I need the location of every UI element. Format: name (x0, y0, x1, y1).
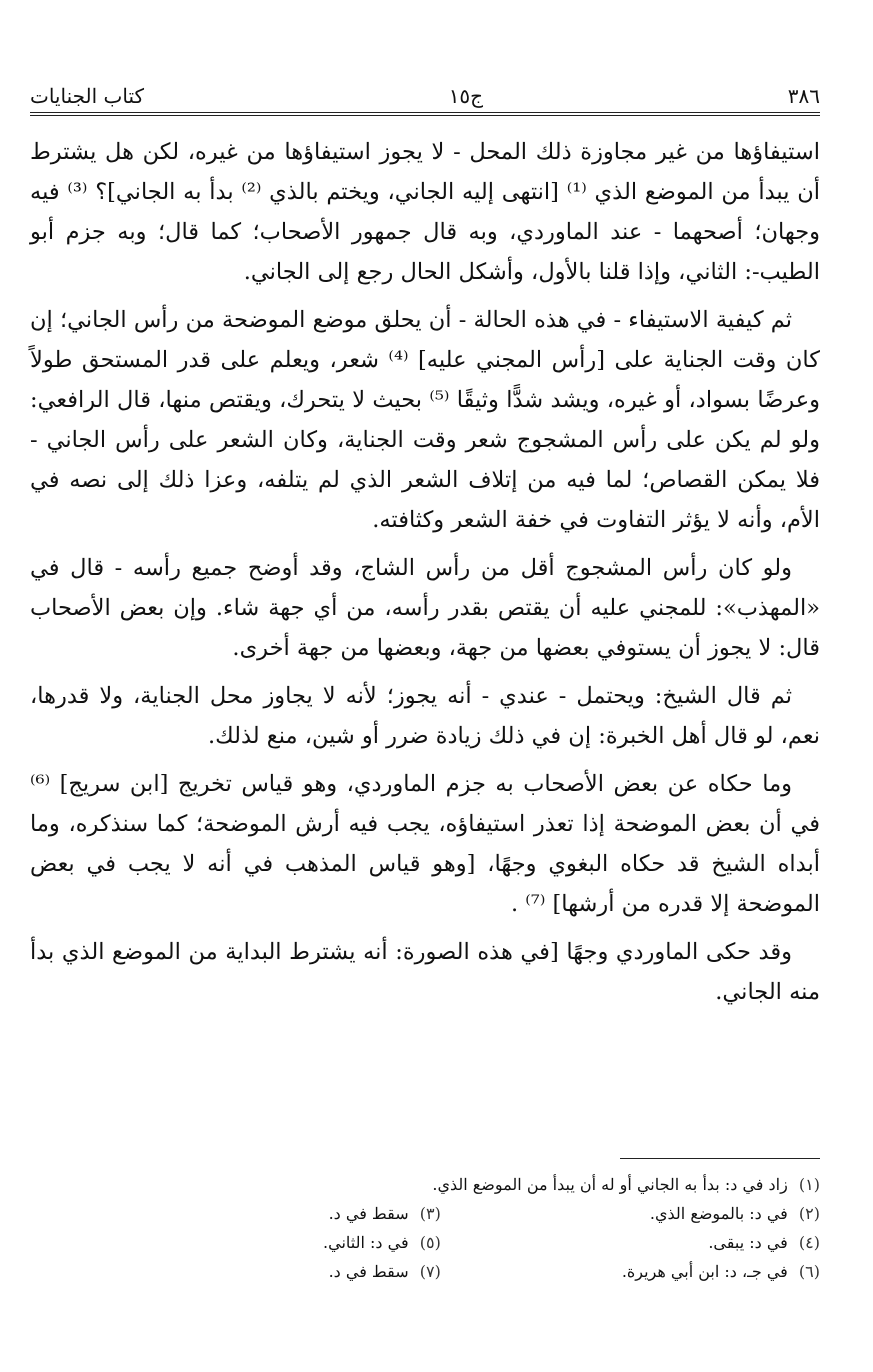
footnote-row (30, 1228, 820, 1257)
footnote-number: (١) (798, 1175, 820, 1194)
paragraph: استيفاؤها من غير مجاوزة ذلك المحل - لا يجوز استيفاؤها من غيره، لكن هل يشترط أن يبدأ من الموضع الذي ⁽¹⁾ [انتهى إليه الجاني، ويختم بالذي ⁽²⁾ بدأ به الجاني]؟ ⁽³⁾ فيه وجهان؛ أصحهما - عند الماوردي، وبه قال جمهور الأصحاب؛ كما قال؛ وبه جزم أبو الطيب-: الثاني، وإذا قلنا بالأول، وأشكل الحال رجع إلى الجاني. (30, 139, 820, 285)
paragraph: ثم كيفية الاستيفاء - في هذه الحالة - أن يحلق موضع الموضحة من رأس الجاني؛ إن كان وقت الجناية على [رأس المجني عليه] ⁽⁴⁾ شعر، ويعلم على قدر المستحق طولاً وعرضًا بسواد، أو غيره، ويشد شدًّا وثيقًا ⁽⁵⁾ بحيث لا يتحرك، ويقتص منها، قال الرافعي: ولو لم يكن على رأس المشجوج شعر وقت الجناية، وكان الشعر على رأس الجاني - فلا يمكن القصاص؛ لما فيه من إتلاف الشعر الذي لم يتلفه، وعزا ذلك إلى نصه في الأم، وأنه لا يؤثر التفاوت في خفة الشعر وكثافته. (30, 307, 821, 533)
footnote-number: (٦) (798, 1262, 820, 1281)
footnote-number: (٢) (798, 1204, 820, 1223)
footnote-item (62, 1199, 441, 1228)
footnote-number: (٣) (419, 1204, 441, 1223)
running-header (30, 78, 820, 108)
paragraph: وما حكاه عن بعض الأصحاب به جزم الماوردي، وهو قياس تخريج [ابن سريج] ⁽⁶⁾ في أن بعض الموضحة إذا تعذر استيفاؤه، يجب فيه أرش الموضحة؛ كما سنذكره، وما أبداه الشيخ قد حكاه البغوي وجهًا، [وهو قياس المذهب في أنه لا يجب في بعض الموضحة إلا قدره من أرشها] ⁽⁷⁾ . (30, 771, 820, 917)
footnote-text: سقط في د. (328, 1262, 409, 1281)
footnotes (30, 1170, 820, 1286)
header-rule (30, 112, 820, 116)
footnote-text: في جـ، د: ابن أبي هريرة. (621, 1262, 788, 1281)
page-number: ٣٨٦ (787, 84, 820, 108)
paragraph: ولو كان رأس المشجوج أقل من رأس الشاج، وقد أوضح جميع رأسه - قال في «المهذب»: للمجني عليه أن يقتص بقدر رأسه، من أي جهة شاء. وإن بعض الأصحاب قال: لا يجوز أن يستوفي بعضها من جهة، وبعضها من جهة أخرى. (30, 555, 820, 661)
footnote-item (441, 1257, 820, 1286)
footnote-item (441, 1228, 820, 1257)
footnote-text: في د: الثاني. (323, 1233, 409, 1252)
footnote-text: في د: بالموضع الذي. (649, 1204, 788, 1223)
footnote-rule (620, 1158, 820, 1159)
paragraph: وقد حكى الماوردي وجهًا [في هذه الصورة: أنه يشترط البداية من الموضع الذي بدأ منه الجاني. (30, 939, 820, 1005)
book-page (30, 0, 820, 1372)
footnote-number: (٥) (419, 1233, 441, 1252)
footnote-item (62, 1228, 441, 1257)
footnote-row (30, 1257, 820, 1286)
footnote-number: (٧) (419, 1262, 441, 1281)
footnote-row (30, 1170, 820, 1199)
footnote-text: زاد في د: بدأ به الجاني أو له أن يبدأ من الموضع الذي. (432, 1175, 788, 1194)
footnote-row (30, 1199, 820, 1228)
volume-label: ج١٥ (448, 84, 484, 108)
footnote-number: (٤) (798, 1233, 820, 1252)
book-title: كتاب الجنايات (30, 84, 145, 108)
footnote-text: سقط في د. (328, 1204, 409, 1223)
paragraph: ثم قال الشيخ: ويحتمل - عندي - أنه يجوز؛ لأنه لا يجاوز محل الجناية، ولا قدرها، نعم، لو قال أهل الخبرة: إن في ذلك زيادة ضرر أو شين، منع لذلك. (30, 683, 820, 749)
footnote-item (30, 1170, 820, 1199)
footnote-item (62, 1257, 441, 1286)
main-text (30, 132, 820, 1020)
footnote-item (441, 1199, 820, 1228)
footnote-text: في د: يبقى. (708, 1233, 788, 1252)
